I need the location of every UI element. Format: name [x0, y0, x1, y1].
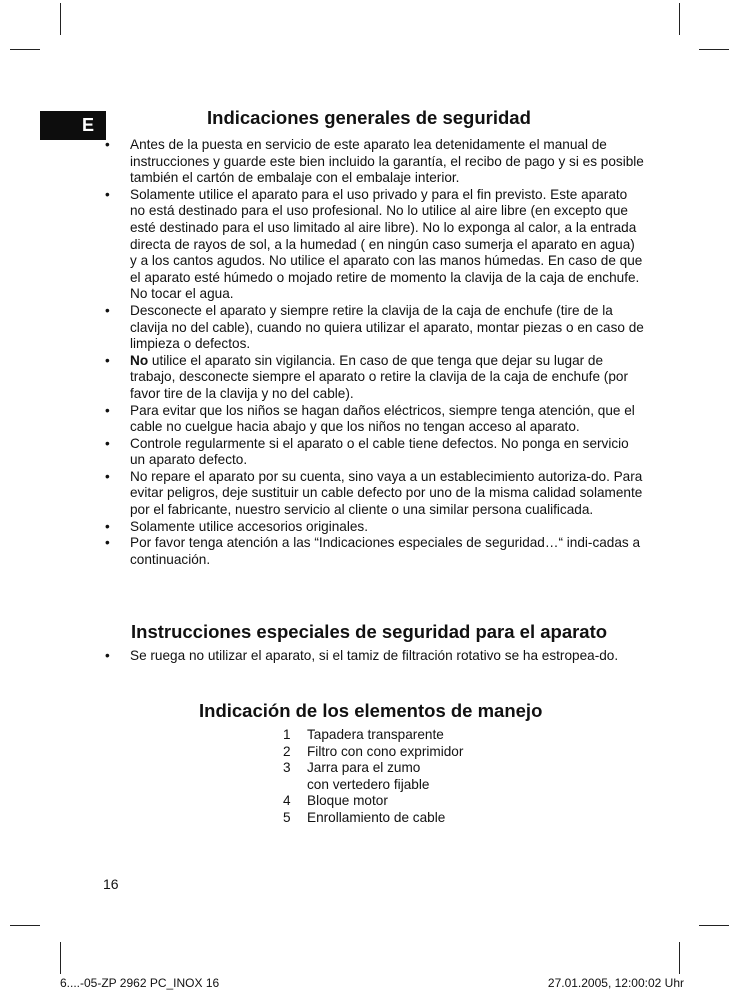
element-item: 2 Filtro con cono exprimidor — [283, 743, 464, 759]
list-item: • No utilice el aparato sin vigilancia. En caso de que tenga que dejar su lugar de trabajo, desconecte siempre el aparato o retire la clavija de la caja de enchufe (por favor tire de la clavija y no del cable). — [105, 352, 628, 401]
crop-mark — [679, 942, 680, 974]
footer-timestamp: 27.01.2005, 12:00:02 Uhr — [547, 976, 684, 990]
crop-mark — [679, 3, 680, 35]
element-item: 3 Jarra para el zumo con vertedero fijable — [283, 760, 430, 792]
element-item: 5 Enrollamiento de cable — [283, 809, 446, 825]
section-title-special: Instrucciones especiales de seguridad para el aparato — [131, 621, 608, 642]
crop-mark — [10, 925, 40, 926]
list-item: • Controle regularmente si el aparato o el cable tiene defectos. No ponga en servicio un aparato defecto. — [105, 435, 629, 468]
list-item: • Solamente utilice el aparato para el uso privado y para el fin previsto. Este aparato no está destinado para el uso profesional. No lo utilice al aire libre (en excepto que esté destinado para el uso limitado al aire libre). No lo exponga al calor, a la entrada directa de rayos de sol, a la humedad ( en ningún caso sumerja el aparato en agua) y a los cantos agudos. No utilice el aparato con las manos húmedas. En caso de que el aparato esté húmedo o mojado retire de momento la clavija de la caja de enchufe. No tocar el agua. — [105, 186, 643, 302]
section-title-elements: Indicación de los elementos de manejo — [199, 700, 543, 721]
list-item: • No repare el aparato por su cuenta, sino vaya a un establecimiento autoriza-do. Para evitar peligros, deje sustituir un cable defecto por uno de la misma calidad solamente por el fabricante, nuestro servicio al cliente o una similar persona cualificada. — [105, 468, 643, 518]
section-title-general: Indicaciones generales de seguridad — [207, 107, 531, 128]
language-tab: E — [40, 111, 106, 140]
element-item: 4 Bloque motor — [283, 793, 388, 809]
list-item: • Antes de la puesta en servicio de este aparato lea detenidamente el manual de instrucciones y guarde este bien incluido la garantía, el recibo de pago y si es posible también el cartón de embalaje con el embalaje interior. — [105, 137, 644, 186]
crop-mark — [60, 942, 61, 974]
list-item: • Se ruega no utilizar el aparato, si el tamiz de filtración rotativo se ha estropea-do. — [105, 648, 619, 663]
footer-file-info: 6....-05-ZP 2962 PC_INOX 16 — [60, 976, 220, 990]
crop-mark — [699, 49, 729, 50]
list-item: • Solamente utilice accesorios originales. — [105, 518, 369, 534]
element-item: 1 Tapadera transparente — [283, 727, 444, 742]
general-safety-list — [105, 137, 645, 568]
elements-list — [283, 727, 463, 827]
list-item: • Desconecte el aparato y siempre retire la clavija de la caja de enchufe (tire de la clavija no del cable), cuando no quiera utilizar el aparato, montar piezas o en caso de limpieza o defectos. — [105, 302, 644, 352]
list-item: • Por favor tenga atención a las “Indicaciones especiales de seguridad…“ indi-cadas a continuación. — [105, 535, 641, 567]
special-safety-list — [105, 648, 645, 665]
list-item: • Para evitar que los niños se hagan daños eléctricos, siempre tenga atención, que el cable no cuelgue hacia abajo y que los niños no tengan acceso al aparato. — [105, 402, 635, 435]
crop-mark — [10, 49, 40, 50]
crop-mark — [60, 3, 61, 35]
crop-mark — [699, 925, 729, 926]
page-number: 16 — [103, 876, 119, 892]
